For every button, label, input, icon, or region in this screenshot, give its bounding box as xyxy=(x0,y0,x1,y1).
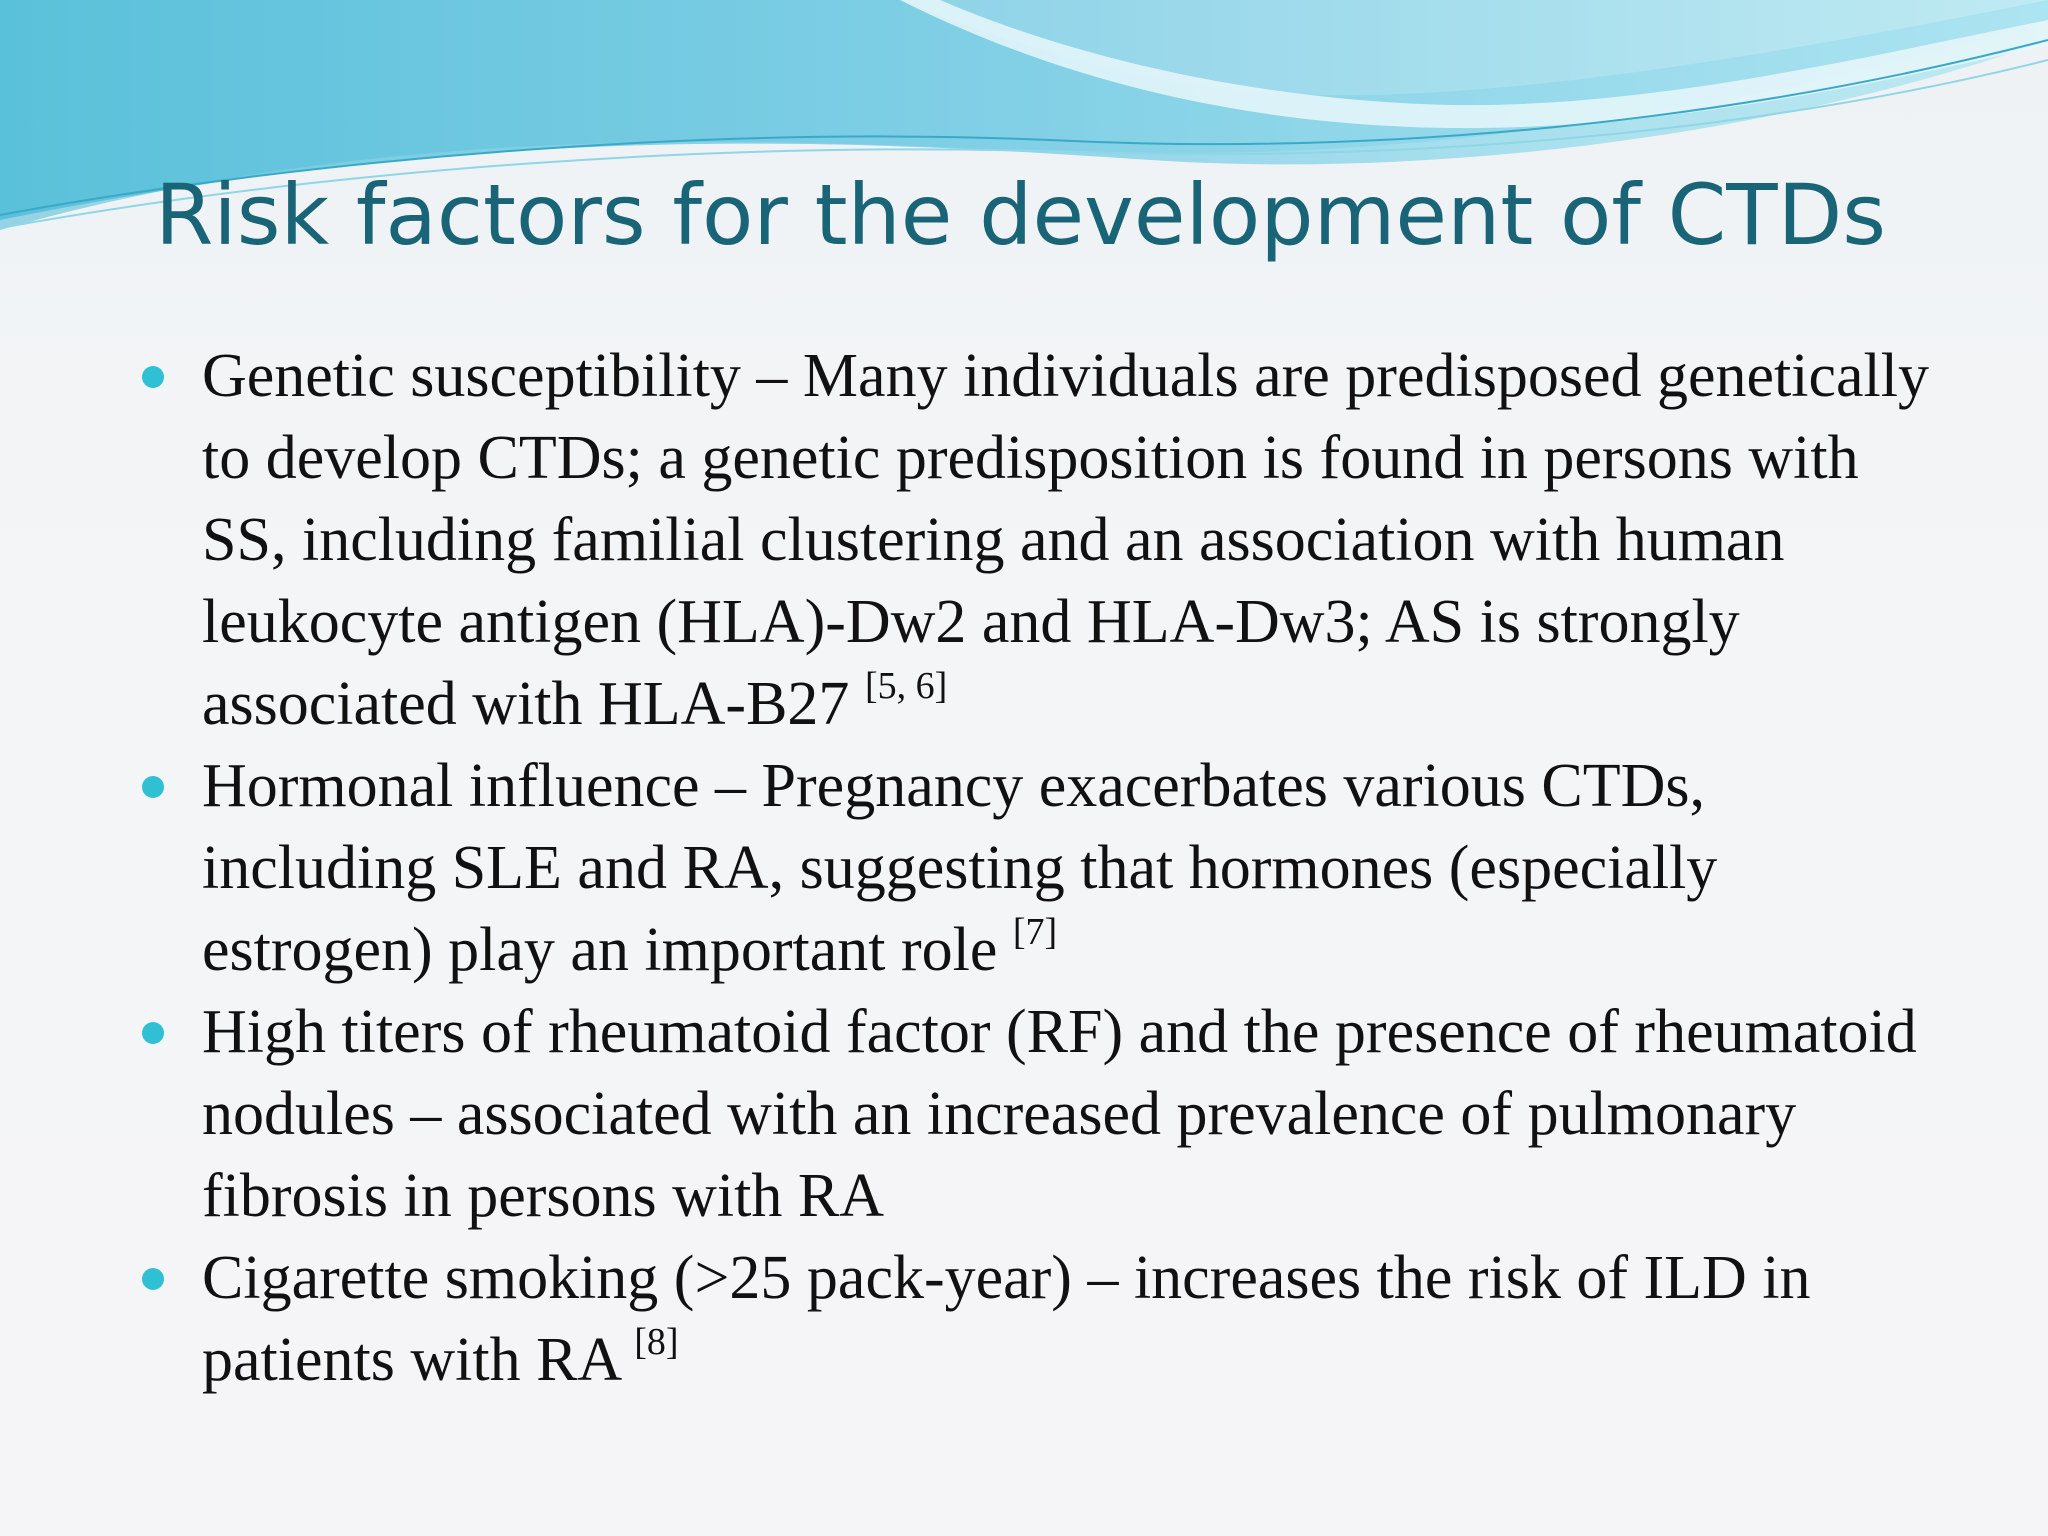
bullet-text: High titers of rheumatoid factor (RF) and the presence of rheumatoid nodules – associated with an increased prevalence of pulmonary fibrosis in persons with RA xyxy=(202,998,1917,1230)
bullet-text: Cigarette smoking (>25 pack-year) – increases the risk of ILD in patients with RA xyxy=(202,1244,1811,1394)
bullet-marker-icon xyxy=(142,366,164,388)
bullet-hormonal-influence xyxy=(142,745,1942,991)
bullet-text: Hormonal influence – Pregnancy exacerbates various CTDs, including SLE and RA, suggesting that hormones (especially estrogen) play an important role xyxy=(202,752,1718,984)
bullet-rheumatoid-factor xyxy=(142,991,1942,1237)
bullet-marker-icon xyxy=(142,776,164,798)
citation-ref: [7] xyxy=(1012,911,1058,953)
bullet-marker-icon xyxy=(142,1268,164,1290)
bullet-genetic-susceptibility xyxy=(142,335,1942,745)
citation-ref: [5, 6] xyxy=(864,665,948,707)
citation-ref: [8] xyxy=(634,1321,679,1363)
bullet-text: Genetic susceptibility – Many individuals are predisposed genetically to develop CTDs; a genetic predisposition is found in persons with SS, including familial clustering and an association with human leukocyte antigen (HLA)-Dw2 and HLA-Dw3; AS is strongly associated with HLA-B27 xyxy=(202,342,1929,738)
slide-title: Risk factors for the development of CTDs xyxy=(155,166,1887,264)
bullet-marker-icon xyxy=(142,1022,164,1044)
bullet-cigarette-smoking xyxy=(142,1237,1942,1401)
bullet-list xyxy=(142,335,1942,1401)
